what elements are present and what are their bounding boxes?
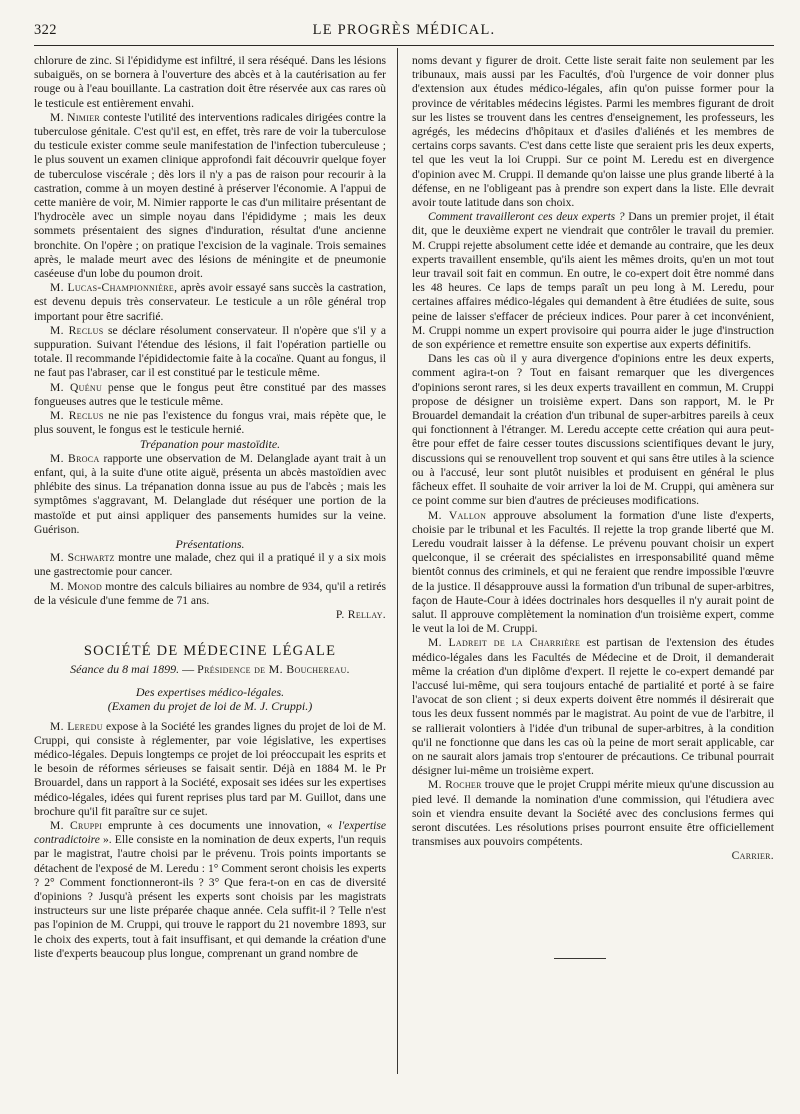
paragraph: [34, 819, 386, 961]
paragraph: [34, 409, 386, 437]
speaker-name: M. Broca: [50, 451, 100, 465]
paragraph-text: emprunte à ces documents une innovation, «: [108, 818, 339, 832]
subheading: Trépanation pour mastoïdite.: [139, 437, 281, 452]
speaker-name: M. Lucas-Championnière,: [50, 281, 178, 295]
paragraph-text: montre des calculs biliaires au nombre de 934, qu'il a retirés de la vésicule d'une femme de 71 ans.: [34, 579, 386, 607]
signature: P. Rellay.: [335, 607, 386, 621]
paragraph: Dans les cas où il y aura divergence d'opinions entre les deux experts, comment agira-t-on ? Tout en faisant remarquer que les divergences d'opinions seront rares, si les deux experts travaillent en commun, M. Cruppi propose de désigner un troisième expert. Dans son rapport, M. le Pr Brouardel demandait la création d'un tribunal de super-arbitres pareils à ceux qui fonctionnent à l'étranger. M. Leredu accepte cette création qui aura peut-être pour effet de faire cesser toutes discussions scientifiques devant le jury, discussions qui se renouvellent trop souvent et qui sans être utiles à la science ou à l'accusé, leur sont plutôt nuisibles et produisent en général le plus fâcheux effet. Il souhaite de voir arriver la loi de M. Cruppi, qui amènera sur ce point comme sur bien d'autres de précieuses modifications.: [412, 352, 774, 508]
paragraph: [34, 281, 386, 324]
article-subtitle-line: (Examen du projet de loi de M. J. Cruppi.): [107, 699, 313, 714]
column-divider: [397, 48, 398, 1074]
paragraph-italic: l'expertise contradictoire: [34, 818, 387, 847]
speaker-name: M. Cruppi: [50, 818, 103, 832]
paragraph: chlorure de zinc. Si l'épididyme est infiltré, il sera réséqué. Dans les lésions subaiguës, on se bornera à l'ouverture des abcès et à la cautérisation au fer rouge ou à l'eau bouillante. La castration doit être réservée aux cas rares où le testicule est entièrement envahi.: [34, 54, 386, 110]
article-title-line: Des expertises médico-légales.: [135, 684, 285, 699]
left-column: [34, 54, 386, 961]
signature: Carrier.: [731, 849, 774, 863]
paragraph-text: rapporte une observation de M. Delanglade ayant trait à un enfant, qui, à la suite d'une otite aiguë, présenta un abcès mastoïdien avec phlébite des sinus. La trépanation donna issue au pus de l'abcès ; mais les symptômes s'aggravant, M. Delanglade dut réséquer une portion de la mastoïde et put ainsi appliquer des pansements humides sur la veine. Guérison.: [34, 451, 387, 536]
paragraph: [412, 778, 774, 849]
right-column: [412, 54, 774, 864]
paragraph-text: approuve absolument la formation d'une liste d'experts, choisie par le tribunal et les Facultés. Il rejette la trop grande liberté que M. Leredu voudrait laisser à la défense. Le prévenu pouvant choisir un expert quelconque, il se créerait des spécialistes en irresponsabilité quand même bientôt connus des criminels, et qui ne feraient que rendre impossible l'œuvre de la justice. Il désapprouve aussi la formation d'un tribunal de super-arbitres, façon de Haute-Cour à idées doctrinales hors desquelles il n'y aurait point de salut. Il approuve complètement la nomination d'un troisième expert, comme le veut la loi de M. Cruppi.: [412, 508, 774, 636]
speaker-name: M. Vallon: [428, 508, 487, 522]
article-title: [34, 685, 386, 714]
paragraph: [34, 452, 386, 537]
speaker-name: M. Quénu: [50, 380, 103, 394]
speaker-name: M. Reclus: [50, 409, 104, 423]
page-number: 322: [34, 22, 57, 38]
paragraph-text: montre une malade, chez qui il a pratiqué il y a six mois une gastrectomie pour cancer.: [34, 551, 386, 579]
paragraph: [34, 551, 386, 579]
speaker-name: M. Ladreit de la Charrière: [428, 636, 581, 650]
subheading: Présentations.: [175, 536, 245, 551]
paragraph-italic: Comment travailleront ces deux experts ?: [428, 210, 625, 224]
paragraph-text: est partisan de l'extension des études médico-légales dans les Facultés de Médecine et de Droit, il demanderait même la création d'un diplôme d'expert. Il rejette le co-expert demandé par l'accusé lui-même, qui sera toujours entaché de partialité et porté à se faire l'avocat de son client ; si deux experts doivent être nommés il désirerait que tous les deux fussent nommés par le magistrat. Au point de vue de l'arbitre, il se rallierait volontiers à l'idée d'un tribunal de super-arbitres, à la condition qu'il ne fonctionne que dans les cas où la peine de mort serait applicable, car on ne saurait alors jamais trop s'entourer de précautions. Ce tribunal pourrait désigner lui-même un troisième expert.: [412, 636, 774, 778]
paragraph-text: ». Elle consiste en la nomination de deux experts, l'un requis par le magistrat, l'autre choisi par le prévenu. Trois points importants se détachent de l'exposé de M. Leredu : 1° Comment seront choisis les experts ? 2° Comment fonctionneront-ils ? 3° Que fera-t-on en cas de diversité d'opinions ? Jusqu'à présent les experts sont choisis par les magistrats instructeurs sur une liste préparée chaque année. Cela suffit-il ? Telle n'est pas l'opinion de M. Cruppi, qui trouve le rapport du 21 novembre 1893, sur le choix des experts, tout à fait insuffisant, et qui demande la création d'une liste d'experts beaucoup plus longue, comprenant un grand nombre de: [34, 833, 386, 960]
paragraph-text: conteste l'utilité des interventions radicales dirigées contre la tuberculose génitale. C'est qu'il est, en effet, très rare de voir la tuberculose du testicule exister comme seule manifestation de l'infection tuberculeuse ; le plus souvent un examen clinique approfondi fait découvrir quelque foyer de tuberculose viscérale ; dès lors il n'y a pas de raison pour recourir à la castration, comme à un moyen destiné à préserver l'économie. A l'appui de cette manière de voir, M. Nimier rapporte le cas d'un militaire présentant de l'hydrocèle avec un simple noyau dans l'épididyme ; mais les deux sommets présentaient des signes d'induration, résultat d'une ancienne bronchite. On l'opère ; on pratique l'excision de la vaginale. Trois semaines après, le malade meurt avec des lésions de méningite et de pneumonie caséeuse d'un lobe du poumon droit.: [34, 110, 386, 281]
running-header: [34, 22, 774, 42]
session-dash: —: [179, 662, 198, 677]
header-rule: [34, 45, 774, 46]
speaker-name: M. Nimier: [50, 110, 100, 124]
paragraph-text: après avoir essayé sans succès la castration, est devenu depuis très conservateur. Le testicule a un rôle général trop important pour être sacrifié.: [34, 281, 386, 323]
journal-title: LE PROGRÈS MÉDICAL.: [312, 22, 496, 38]
society-heading: SOCIÉTÉ DE MÉDECINE LÉGALE: [83, 643, 337, 660]
paragraph: [34, 324, 386, 381]
speaker-name: M. Reclus: [50, 323, 104, 337]
session-presidency: Présidence de M. Bouchereau.: [197, 662, 350, 677]
paragraph-text: expose à la Société les grandes lignes du projet de loi de M. Cruppi, qui consiste à réglementer, par voie législative, les expertises médico-légales. Depuis longtemps ce projet de loi préoccupait les esprits et le besoin de réformes sérieuses se faisait sentir. Déjà en 1884 M. le Pr Brouardel, dans un rapport à la Société, exposait ses idées sur les expertises médico-légales, idées qui furent reprises plus tard par M. Guillot, dans une brochure qu'il fit paraître sur ce sujet.: [34, 719, 386, 818]
paragraph: [34, 720, 386, 819]
paragraph: [412, 210, 774, 352]
end-rule: [554, 958, 606, 959]
speaker-name: M. Rocher: [428, 778, 482, 792]
paragraph-text: pense que le fongus peut être constitué par des masses fongueuses autres que le testicule même.: [34, 380, 386, 408]
paragraph-text: Dans un premier projet, il était dit, que le deuxième expert ne viendrait que contrôler le travail du premier. M. Cruppi rejette absolument cette idée et demande au contraire, que les deux experts travaillent ensemble, qu'ils aient les mêmes droits, qu'en un mot tout leur travail soit fait en commun. En outre, le co-expert doit être nommé dans les 48 heures. Ce laps de temps paraît un peu long à M. Leredu, pour certaines affaires médico-légales qui demandent à être étudiées de suite, sous peine de laisser s'effacer de précieux indices. Pour parer à cet inconvénient, M. Cruppi nomme un expert provisoire qui pourra aider le juge d'instruction de son expérience et remettre ensuite son expertise aux experts définitifs.: [412, 210, 775, 352]
paragraph-text: ne nie pas l'existence du fongus vrai, mais répète que, le plus souvent, le fongus est le testicule hernié.: [34, 409, 386, 437]
paragraph: noms devant y figurer de droit. Cette liste serait faite non seulement par les tribunaux, mais aussi par les Facultés, d'où l'urgence de voir donner plus d'extension aux études médico-légales, afin qu'on puisse former pour la province de véritables médecins légistes. Parmi les membres figurant de droit sur les listes se trouvent dans les centres d'enseignement, les professeurs, les agrégés, les médecins d'hôpitaux et d'asiles d'aliénés et les membres de certains corps savants. C'est dans cette liste que seraient pris les deux experts, tel que les veut la loi Cruppi. Sur ce point M. Leredu est en divergence d'opinion avec M. Cruppi. Il demande qu'on laisse une plus grande liberté à la défense, en ne l'obligeant pas à prendre son expert dans la liste. Elle devrait avoir toute latitude dans son choix.: [412, 54, 774, 210]
speaker-name: M. Leredu: [50, 719, 103, 733]
session-date: Séance du 8 mai 1899.: [70, 662, 180, 677]
session-line: [34, 662, 386, 676]
paragraph-text: se déclare résolument conservateur. Il n'opère que s'il y a suppuration. Suivant l'étendue des lésions, il fait l'opération partielle ou totale. Il recommande l'épididectomie faite à la cocaïne. Quant au fongus, il ne faut pas l'abraser, car il est constitué par le testicule même.: [34, 323, 386, 380]
paragraph: [34, 111, 386, 281]
paragraph-text: trouve que le projet Cruppi mérite mieux qu'une discussion au pied levé. Il demande la nomination d'une commission, qui l'étudiera avec soin et viendra ensuite devant la Société avec des conclusions fermes qui seront discutées. Les résolutions prises pourront ensuite être officiellement transmises aux pouvoirs compétents.: [412, 778, 774, 849]
paragraph: [34, 580, 386, 608]
paragraph: [412, 509, 774, 637]
speaker-name: M. Schwartz: [50, 551, 115, 565]
paragraph: [34, 381, 386, 409]
speaker-name: M. Monod: [50, 579, 103, 593]
paragraph: [412, 636, 774, 778]
